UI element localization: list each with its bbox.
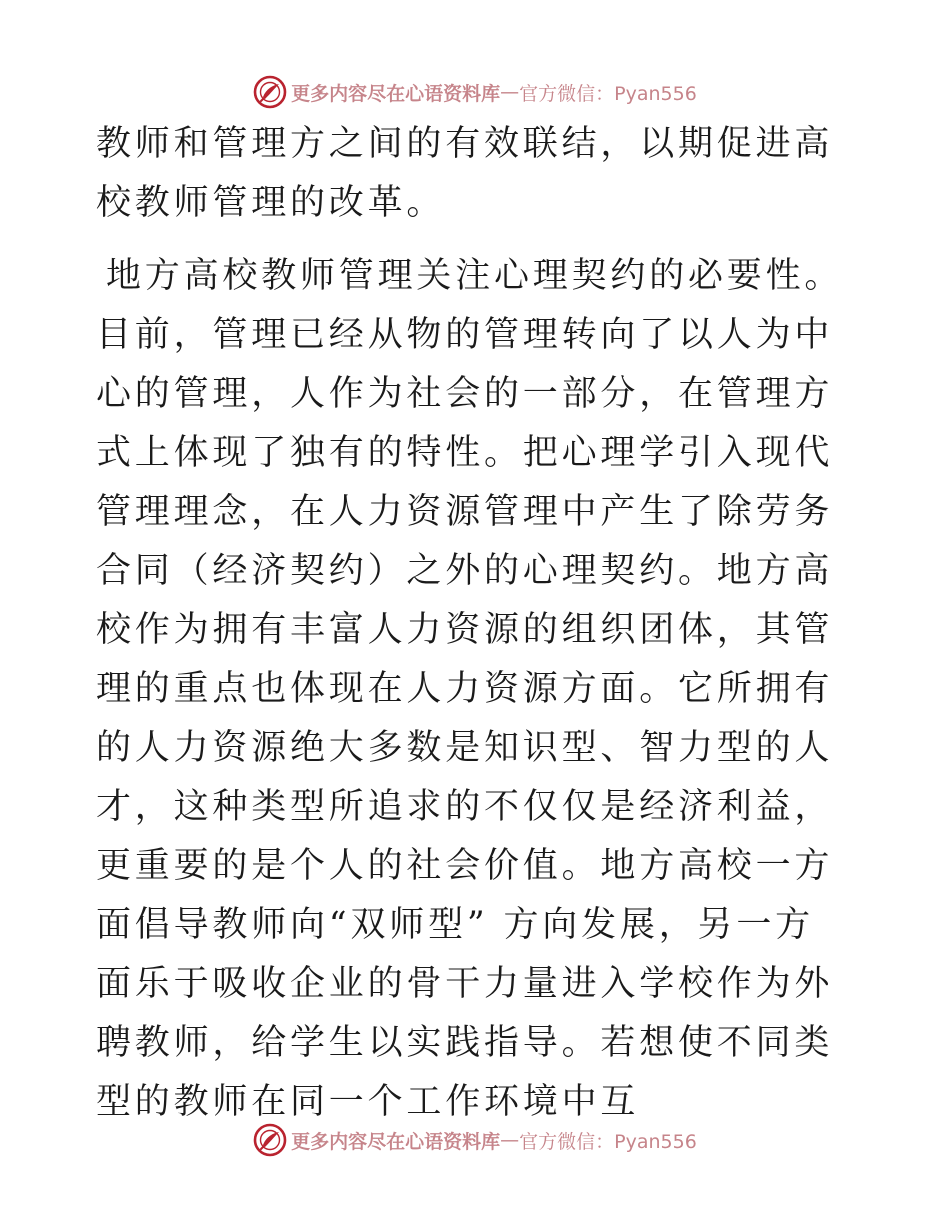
watermark-separator: — xyxy=(500,1129,520,1151)
footer-watermark xyxy=(0,1120,950,1160)
paragraph-1: 教师和管理方之间的有效联结，以期促进高校教师管理的改革。 xyxy=(96,124,834,223)
paragraph-2: 地方高校教师管理关注心理契约的必要性。目前，管理已经从物的管理转向了以人为中心的管理，人作为社会的一部分，在管理方式上体现了独有的特性。把心理学引入现代管理理念，在人力资源管理中产生了除劳务合同（经济契约）之外的心理契约。地方高校作为拥有丰富人力资源的组织团体，其管理的重点也体现在人力资源方面。它所拥有的人力资源绝大多数是知识型、智力型的人才，这种类型所追求的不仅仅是经济利益，更重要的是个人的社会价值。地方高校一方面倡导教师向“双师型” 方向发展，另一方面乐于吸收企业的骨干力量进入学校作为外聘教师，给学生以实践指导。若想使不同类型的教师在同一个工作环境中互 xyxy=(96,256,844,1122)
watermark-wechat: 官方微信：Pyan556 xyxy=(519,1130,697,1153)
watermark-text: 更多内容尽在心语资料库 xyxy=(291,1130,501,1153)
watermark-text: 更多内容尽在心语资料库 xyxy=(291,82,501,105)
watermark-wechat: 官方微信：Pyan556 xyxy=(519,82,697,105)
seal-logo-icon xyxy=(253,1123,287,1157)
watermark-separator: — xyxy=(500,81,520,103)
document-body xyxy=(96,115,852,1132)
header-watermark xyxy=(0,72,950,112)
seal-logo-icon xyxy=(253,75,287,109)
